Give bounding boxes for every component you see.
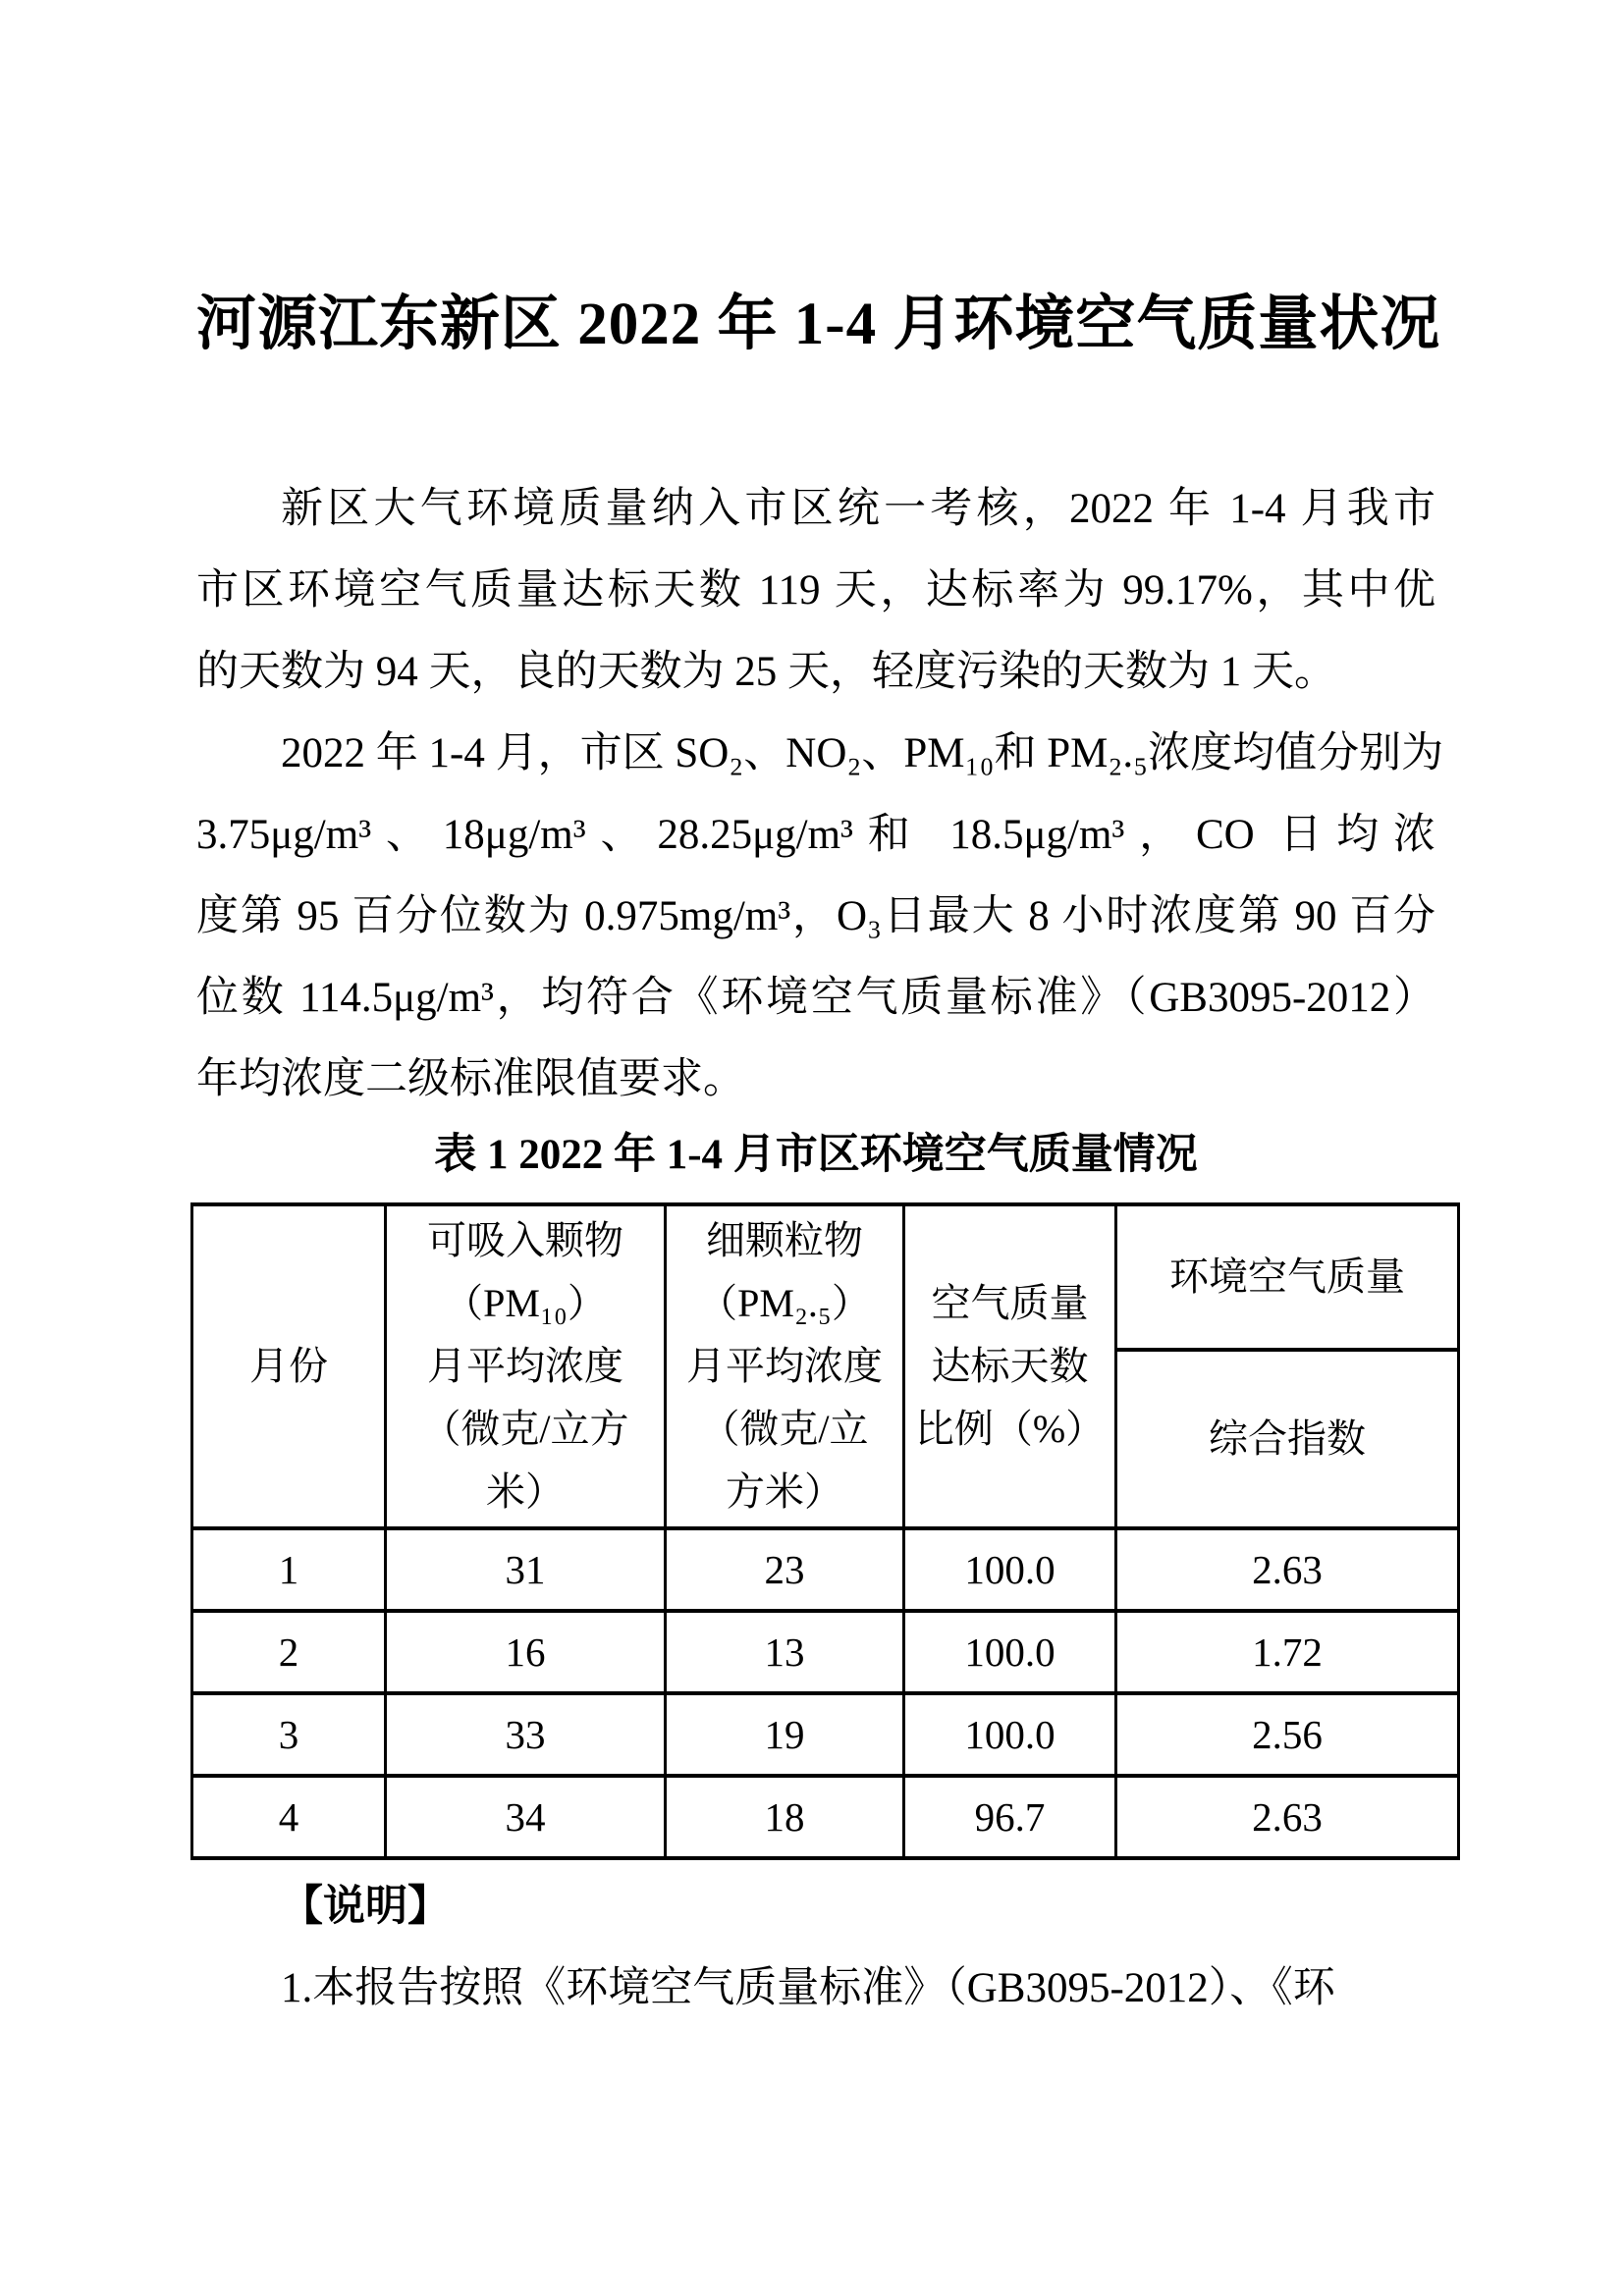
cell-ratio: 100.0 xyxy=(904,1528,1116,1611)
cell-index: 2.56 xyxy=(1116,1693,1459,1776)
paragraph-1-line-3: 的天数为 94 天，良的天数为 25 天，轻度污染的天数为 1 天。 xyxy=(196,649,1336,695)
header-pm25-line: 方米） xyxy=(726,1469,843,1514)
cell-pm25: 18 xyxy=(666,1776,904,1858)
cell-ratio: 96.7 xyxy=(904,1776,1116,1858)
cell-index: 1.72 xyxy=(1116,1611,1459,1693)
header-pm25-line: 细颗粒物 xyxy=(706,1218,863,1262)
cell-month: 4 xyxy=(192,1776,386,1858)
table-row xyxy=(192,1611,1459,1693)
header-month-label: 月份 xyxy=(249,1344,328,1388)
header-pm25-line: （PM₂.₅） xyxy=(698,1281,871,1325)
header-ratio-line: 达标天数 xyxy=(931,1344,1089,1388)
header-month xyxy=(192,1204,386,1528)
header-pm10-line: （微克/立方 xyxy=(421,1407,629,1451)
cell-month: 2 xyxy=(192,1611,386,1693)
paragraph-1-line-2: 市区环境空气质量达标天数 119 天，达标率为 99.17%，其中优 xyxy=(196,567,1435,614)
header-pm10-line: 米） xyxy=(486,1469,565,1514)
paragraph-2-line-3: 度第 95 百分位数为 0.975mg/m³，O₃日最大 8 小时浓度第 90 百分 xyxy=(196,893,1435,939)
cell-pm10: 16 xyxy=(386,1611,666,1693)
paragraph-2-line-4: 位数 114.5μg/m³，均符合《环境空气质量标准》（GB3095-2012） xyxy=(196,975,1435,1021)
header-pm25-line: 月平均浓度 xyxy=(686,1344,883,1388)
table-row xyxy=(192,1776,1459,1858)
body-text xyxy=(196,468,1444,1120)
notes-heading: 【说明】 xyxy=(281,1884,450,1930)
notes-item-1: 1.本报告按照《环境空气质量标准》（GB3095-2012）、《环 xyxy=(281,1965,1335,2011)
page-content xyxy=(0,278,1624,2029)
header-pm10-line: （PM₁₀） xyxy=(444,1281,607,1325)
paragraph-2-line-1: 2022 年 1-4 月，市区 SO₂、NO₂、PM₁₀和 PM₂.₅浓度均值分别为 xyxy=(281,730,1444,776)
cell-pm10: 34 xyxy=(386,1776,666,1858)
paragraph-2-line-2: 3.75μg/m³、18μg/m³、28.25μg/m³和 18.5μg/m³，CO 日均浓 xyxy=(196,812,1435,858)
header-pm10 xyxy=(386,1204,666,1528)
table-header-row-1 xyxy=(192,1204,1459,1350)
header-ratio xyxy=(904,1204,1116,1528)
cell-index: 2.63 xyxy=(1116,1528,1459,1611)
header-composite-index-label: 综合指数 xyxy=(1209,1416,1366,1461)
cell-ratio: 100.0 xyxy=(904,1611,1116,1693)
table-row xyxy=(192,1528,1459,1611)
cell-pm25: 23 xyxy=(666,1528,904,1611)
cell-month: 1 xyxy=(192,1528,386,1611)
cell-month: 3 xyxy=(192,1693,386,1776)
table-row xyxy=(192,1693,1459,1776)
header-ratio-line: 比例（%） xyxy=(914,1407,1106,1451)
cell-index: 2.63 xyxy=(1116,1776,1459,1858)
header-pm25-line: （微克/立 xyxy=(700,1407,869,1451)
air-quality-table xyxy=(190,1202,1460,1860)
header-air-quality xyxy=(1116,1204,1459,1350)
cell-ratio: 100.0 xyxy=(904,1693,1116,1776)
header-ratio-line: 空气质量 xyxy=(931,1281,1089,1325)
notes-section xyxy=(196,1866,1435,2029)
header-air-quality-label: 环境空气质量 xyxy=(1169,1255,1405,1299)
paragraph-1-line-1: 新区大气环境质量纳入市区统一考核，2022 年 1-4 月我市 xyxy=(281,486,1435,532)
table-caption: 表 1 2022 年 1-4 月市区环境空气质量情况 xyxy=(434,1132,1198,1178)
paragraph-2-line-5: 年均浓度二级标准限值要求。 xyxy=(196,1056,745,1102)
cell-pm25: 19 xyxy=(666,1693,904,1776)
header-composite-index xyxy=(1116,1350,1459,1528)
cell-pm10: 33 xyxy=(386,1693,666,1776)
header-pm25 xyxy=(666,1204,904,1528)
header-pm10-line: 可吸入颗物 xyxy=(427,1218,623,1262)
cell-pm10: 31 xyxy=(386,1528,666,1611)
header-pm10-line: 月平均浓度 xyxy=(427,1344,623,1388)
cell-pm25: 13 xyxy=(666,1611,904,1693)
page-title: 河源江东新区 2022 年 1-4 月环境空气质量状况 xyxy=(196,292,1441,357)
